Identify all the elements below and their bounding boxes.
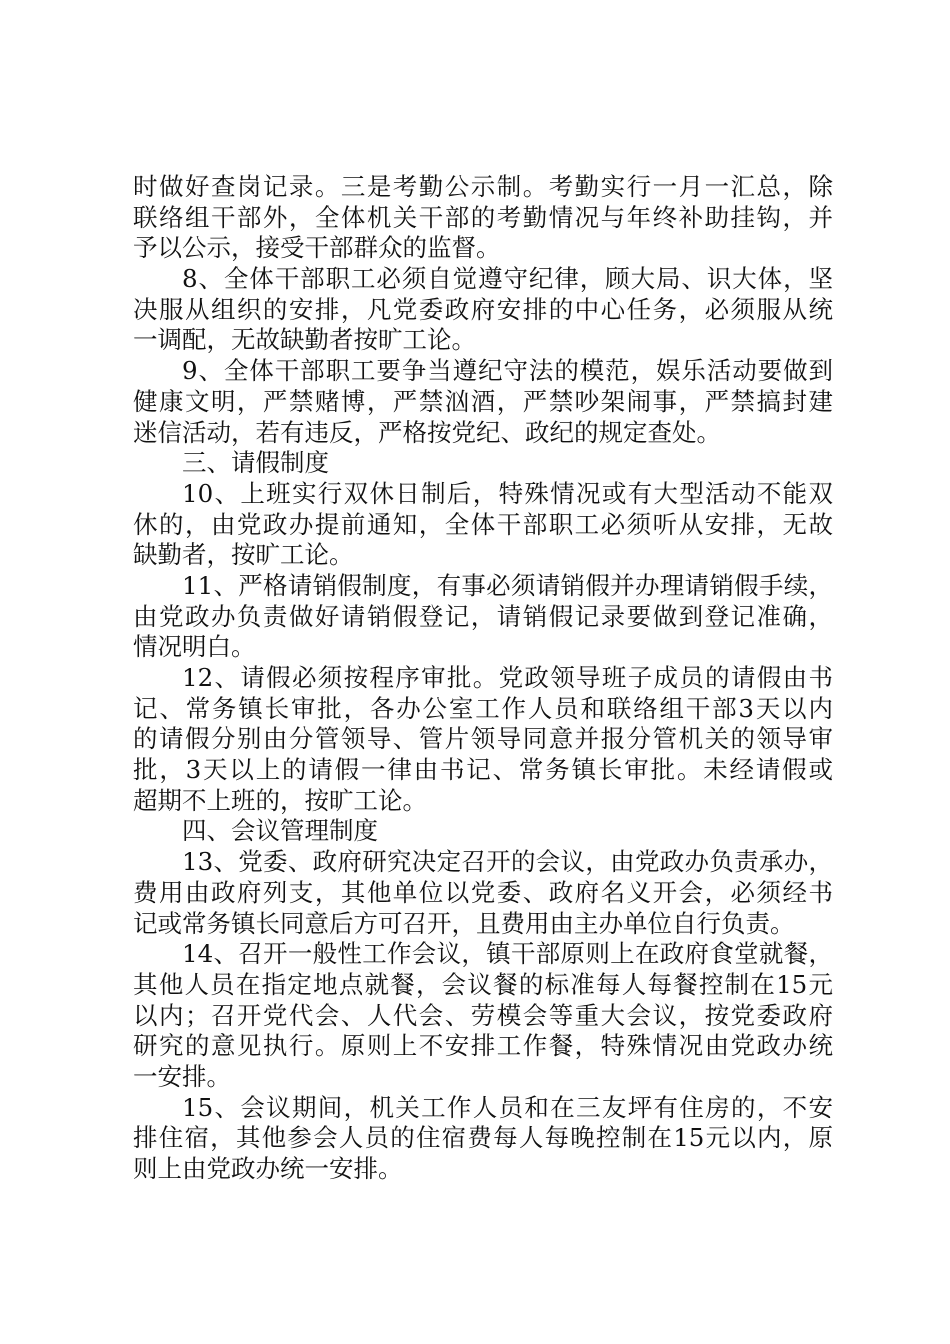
text-line: 记或常务镇长同意后方可召开，且费用由主办单位自行负责。: [133, 908, 795, 938]
text-line: 迷信活动，若有违反，严格按党纪、政纪的规定查处。: [133, 417, 721, 447]
text-line: 予以公示，接受干部群众的监督。: [133, 233, 501, 263]
text-line: 批，3天以上的请假一律由书记、常务镇长审批。未经请假或: [133, 755, 833, 785]
text-line: 缺勤者，按旷工论。: [133, 540, 354, 570]
text-line: 由党政办负责做好请销假登记，请销假记录要做到登记准确，: [133, 601, 833, 631]
text-line: 排住宿，其他参会人员的住宿费每人每晚控制在15元以内，原: [133, 1123, 833, 1153]
text-line: 9、全体干部职工要争当遵纪守法的模范，娱乐活动要做到: [182, 356, 833, 386]
text-line: 研究的意见执行。原则上不安排工作餐，特殊情况由党政办统: [133, 1031, 833, 1061]
text-line: 决服从组织的安排，凡党委政府安排的中心任务，必须服从统: [133, 294, 833, 324]
text-line: 则上由党政办统一安排。: [133, 1154, 403, 1183]
text-line: 12、请假必须按程序审批。党政领导班子成员的请假由书: [182, 663, 833, 692]
text-line: 14、召开一般性工作会议，镇干部原则上在政府食堂就餐，: [182, 939, 833, 969]
text-line: 记、常务镇长审批，各办公室工作人员和联络组干部3天以内: [133, 693, 833, 723]
section-heading: 三、请假制度: [182, 448, 329, 478]
text-line: 时做好查岗记录。三是考勤公示制。考勤实行一月一汇总，除: [133, 172, 833, 201]
text-line: 13、党委、政府研究决定召开的会议，由党政办负责承办，: [182, 847, 833, 877]
text-line: 15、会议期间，机关工作人员和在三友坪有住房的，不安: [182, 1092, 833, 1122]
text-line: 休的，由党政办提前通知，全体干部职工必须听从安排，无故: [133, 509, 833, 539]
text-line: 超期不上班的，按旷工论。: [133, 785, 427, 815]
text-line: 的请假分别由分管领导、管片领导同意并报分管机关的领导审: [133, 724, 833, 754]
text-line: 10、上班实行双休日制后，特殊情况或有大型活动不能双: [182, 478, 833, 508]
section-heading: 四、会议管理制度: [182, 816, 378, 846]
text-line: 11、严格请销假制度，有事必须请销假并办理请销假手续，: [182, 570, 833, 600]
text-line: 联络组干部外，全体机关干部的考勤情况与年终补助挂钩，并: [133, 202, 833, 232]
text-line: 一调配，无故缺勤者按旷工论。: [133, 325, 476, 355]
text-line: 一安排。: [133, 1061, 231, 1091]
text-line: 情况明白。: [133, 632, 256, 662]
text-line: 以内；召开党代会、人代会、劳模会等重大会议，按党委政府: [133, 1000, 833, 1030]
document-page: [133, 172, 833, 1185]
text-line: 其他人员在指定地点就餐，会议餐的标准每人每餐控制在15元: [133, 969, 833, 999]
text-line: 费用由政府列支，其他单位以党委、政府名义开会，必须经书: [133, 877, 833, 907]
text-line: 8、全体干部职工必须自觉遵守纪律，顾大局、识大体，坚: [182, 264, 833, 294]
text-line: 健康文明，严禁赌博，严禁汹酒，严禁吵架闹事，严禁搞封建: [133, 386, 833, 416]
